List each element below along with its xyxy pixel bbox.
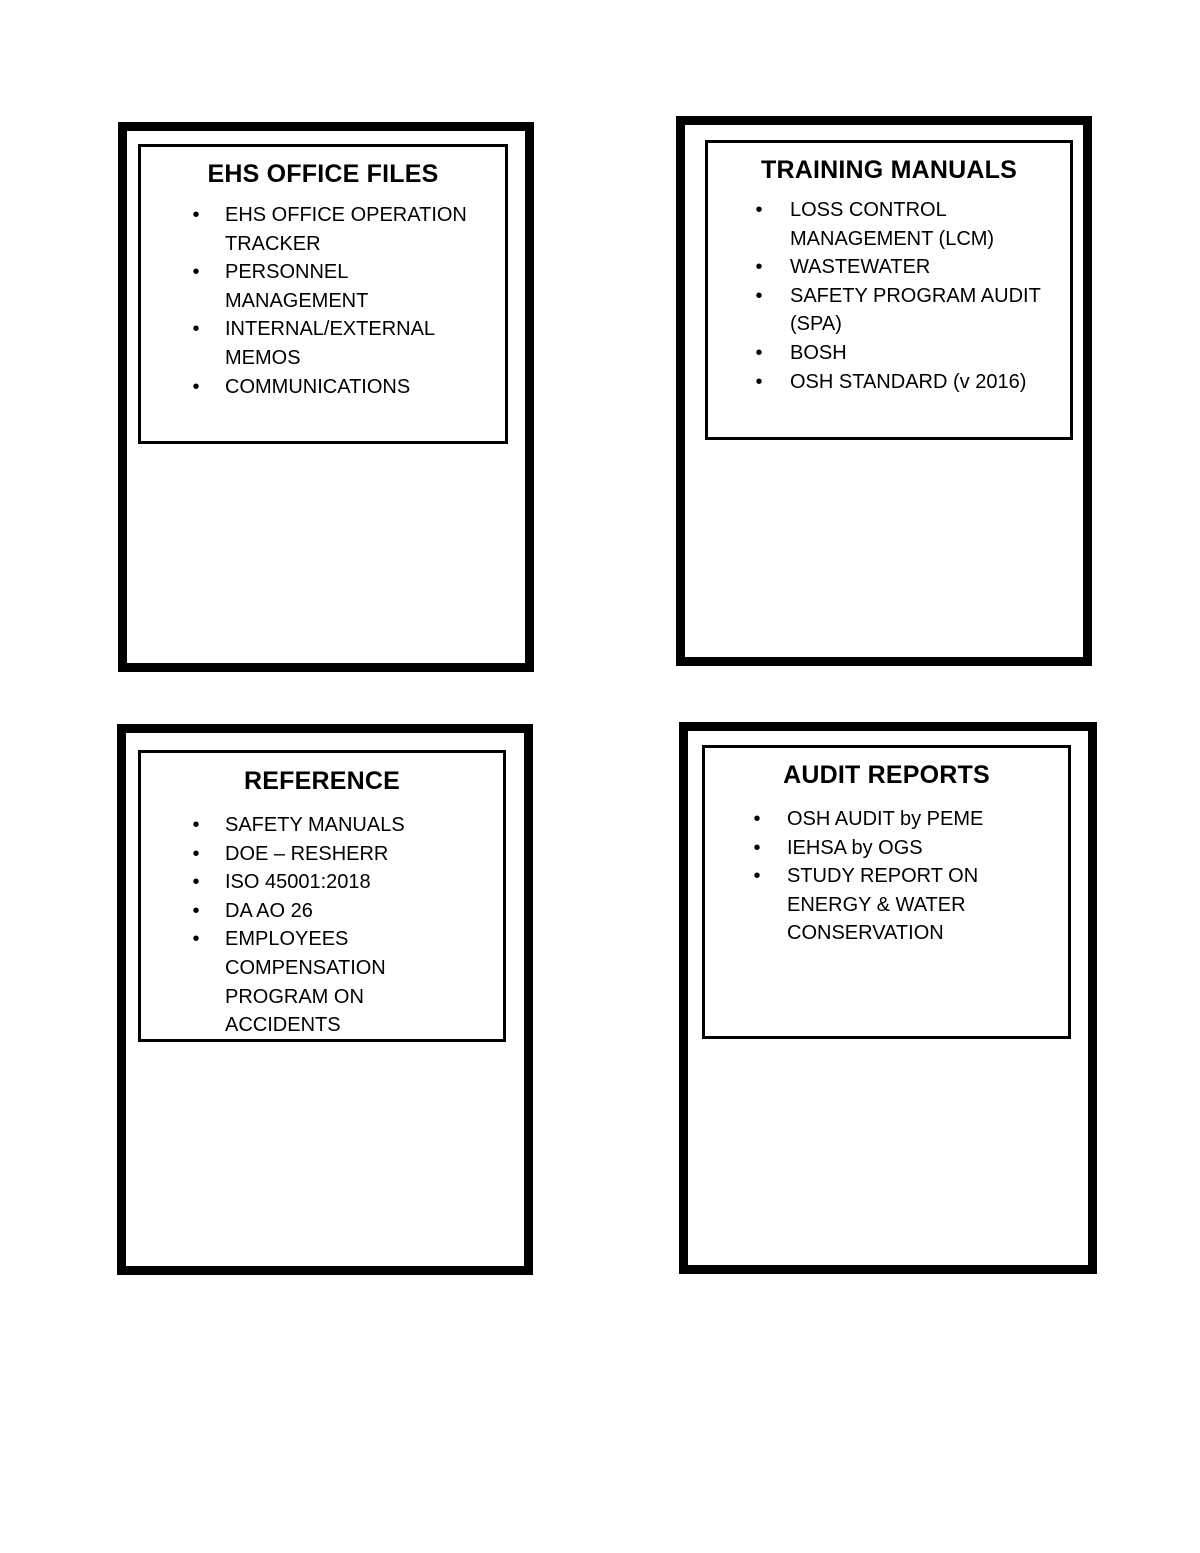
bullet-icon: • xyxy=(192,928,200,951)
label-title: EHS OFFICE FILES xyxy=(207,160,439,188)
bullet-icon: • xyxy=(753,865,761,888)
list-item: • INTERNAL/EXTERNAL MEMOS xyxy=(141,315,497,372)
list-item: • DOE – RESHERR xyxy=(141,840,481,869)
bullet-icon: • xyxy=(192,375,200,398)
label-title: REFERENCE xyxy=(244,767,400,795)
list-item: • LOSS CONTROL MANAGEMENT (LCM) xyxy=(708,196,1070,253)
bullet-icon: • xyxy=(192,261,200,284)
label-title: TRAINING MANUALS xyxy=(761,156,1017,184)
list-item: • ISO 45001:2018 xyxy=(141,868,481,897)
list-item: • OSH STANDARD (v 2016) xyxy=(708,368,1070,397)
list-item: • STUDY REPORT ON ENERGY & WATER CONSERVATION xyxy=(705,862,1068,948)
bullet-icon: • xyxy=(755,256,763,279)
list-item: • WASTEWATER xyxy=(708,253,1070,282)
bullet-icon: • xyxy=(192,204,200,226)
list-item: • OSH AUDIT by PEME xyxy=(705,805,1068,834)
label-box-reference xyxy=(138,750,506,1042)
bullet-icon: • xyxy=(753,836,761,859)
list-item: • COMMUNICATIONS xyxy=(141,373,497,402)
bullet-icon: • xyxy=(192,318,200,341)
list-item: • BOSH xyxy=(708,339,1070,368)
folder-card-reference xyxy=(117,724,533,1275)
bullet-icon: • xyxy=(753,808,761,830)
bullet-icon: • xyxy=(755,370,763,393)
list-item: • IEHSA by OGS xyxy=(705,834,1068,863)
bullet-icon: • xyxy=(755,199,763,221)
bullet-icon: • xyxy=(192,814,200,836)
folder-card-training-manuals xyxy=(676,116,1092,666)
label-box-training-manuals xyxy=(705,140,1073,440)
label-list xyxy=(141,811,503,1040)
label-list xyxy=(705,805,1068,948)
label-list xyxy=(708,196,1070,396)
label-box-ehs-office-files xyxy=(138,144,508,444)
folder-card-ehs-office-files xyxy=(118,122,534,672)
bullet-icon: • xyxy=(755,341,763,364)
list-item: • SAFETY PROGRAM AUDIT (SPA) xyxy=(708,282,1070,339)
label-title: AUDIT REPORTS xyxy=(783,761,990,789)
list-item: • SAFETY MANUALS xyxy=(141,811,481,840)
label-box-audit-reports xyxy=(702,745,1071,1039)
bullet-icon: • xyxy=(755,284,763,307)
bullet-icon: • xyxy=(192,842,200,865)
list-item: • PERSONNEL MANAGEMENT xyxy=(141,258,497,315)
list-item: • EHS OFFICE OPERATION TRACKER xyxy=(141,201,497,258)
list-item: • EMPLOYEES COMPENSATION PROGRAM ON ACCIDENTS xyxy=(141,925,481,1039)
bullet-icon: • xyxy=(192,899,200,922)
folder-card-audit-reports xyxy=(679,722,1097,1274)
list-item: • DA AO 26 xyxy=(141,897,481,926)
bullet-icon: • xyxy=(192,871,200,894)
label-list xyxy=(141,201,505,401)
